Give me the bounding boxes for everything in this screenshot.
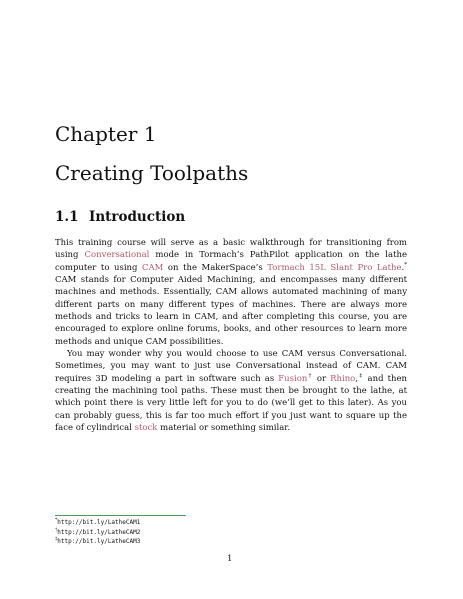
footnote-marker-2[interactable]: † <box>307 372 313 379</box>
link-conversational[interactable]: Conversational <box>84 250 150 261</box>
footnote-1-url[interactable]: http://bit.ly/LatheCAM1 <box>57 519 141 526</box>
footnote-marker-3[interactable]: ‡ <box>358 372 364 379</box>
footnote-1-mark: * <box>55 518 58 523</box>
footnote-3-url[interactable]: http://bit.ly/LatheCAM3 <box>57 538 141 545</box>
link-tormach-lathe[interactable]: Tormach 15L Slant Pro Lathe <box>267 262 402 273</box>
text-run: , <box>355 373 358 384</box>
text-run: CAM stands for Computer Aided Machining, and encompasses many different machines and methods. Essentially, CAM allows automated machining of many different parts on many different types of machines. There are always more methods and tricks to learn in CAM, and after completing this course, you are encouraged to explore online forums, books, and other resources to learn more methods and unique CAM possibilities. <box>55 275 407 347</box>
footnote-marker-1[interactable]: * <box>404 261 407 268</box>
footnotes <box>55 518 140 547</box>
text-run: or <box>312 373 331 384</box>
link-fusion[interactable]: Fusion <box>278 373 308 384</box>
page-number: 1 <box>227 554 233 564</box>
text-run: . <box>401 262 405 273</box>
section-heading <box>55 211 185 225</box>
footnote-2-url[interactable]: http://bit.ly/LatheCAM2 <box>57 528 141 536</box>
text-run: material or something similar. <box>157 423 291 434</box>
body-text <box>55 237 407 435</box>
footnote-3-mark: ‡ <box>55 537 58 542</box>
footnote-2-mark: † <box>55 527 58 533</box>
text-run: mode in Tormach’s PathPilot application on the lathe computer to using <box>55 250 407 273</box>
text-run: You may wonder why you would choose to use CAM versus Conversational. Sometimes, you may want to just use Conversational instead of CAM. CAM requires 3D modeling a part in software such as <box>55 349 407 384</box>
text-run: and then creating the machining tool paths. These must then be brought to the lathe, at which point there is very little left for you to do (we’ll get to this later). As you can probably guess, this is far too much effort if you just want to square up the face of cylindrical <box>55 373 407 434</box>
section-title: Introduction <box>89 209 186 225</box>
section-number: 1.1 <box>55 209 79 225</box>
footnote-3 <box>55 537 140 547</box>
paragraph-cam-vs-conversational <box>55 348 407 434</box>
paragraph-intro <box>55 237 407 348</box>
chapter-title: Creating Toolpaths <box>55 161 249 185</box>
footnote-1 <box>55 518 140 528</box>
link-rhino[interactable]: Rhino <box>330 373 356 384</box>
text-run: on the MakerSpace’s <box>163 262 268 273</box>
footnote-2 <box>55 528 140 538</box>
link-cam[interactable]: CAM <box>142 262 164 273</box>
text-run: This training course will serve as a basic walkthrough for transitioning from using <box>55 238 407 261</box>
chapter-label: Chapter 1 <box>55 122 157 146</box>
link-stock[interactable]: stock <box>134 423 158 434</box>
footnote-divider <box>55 515 186 516</box>
